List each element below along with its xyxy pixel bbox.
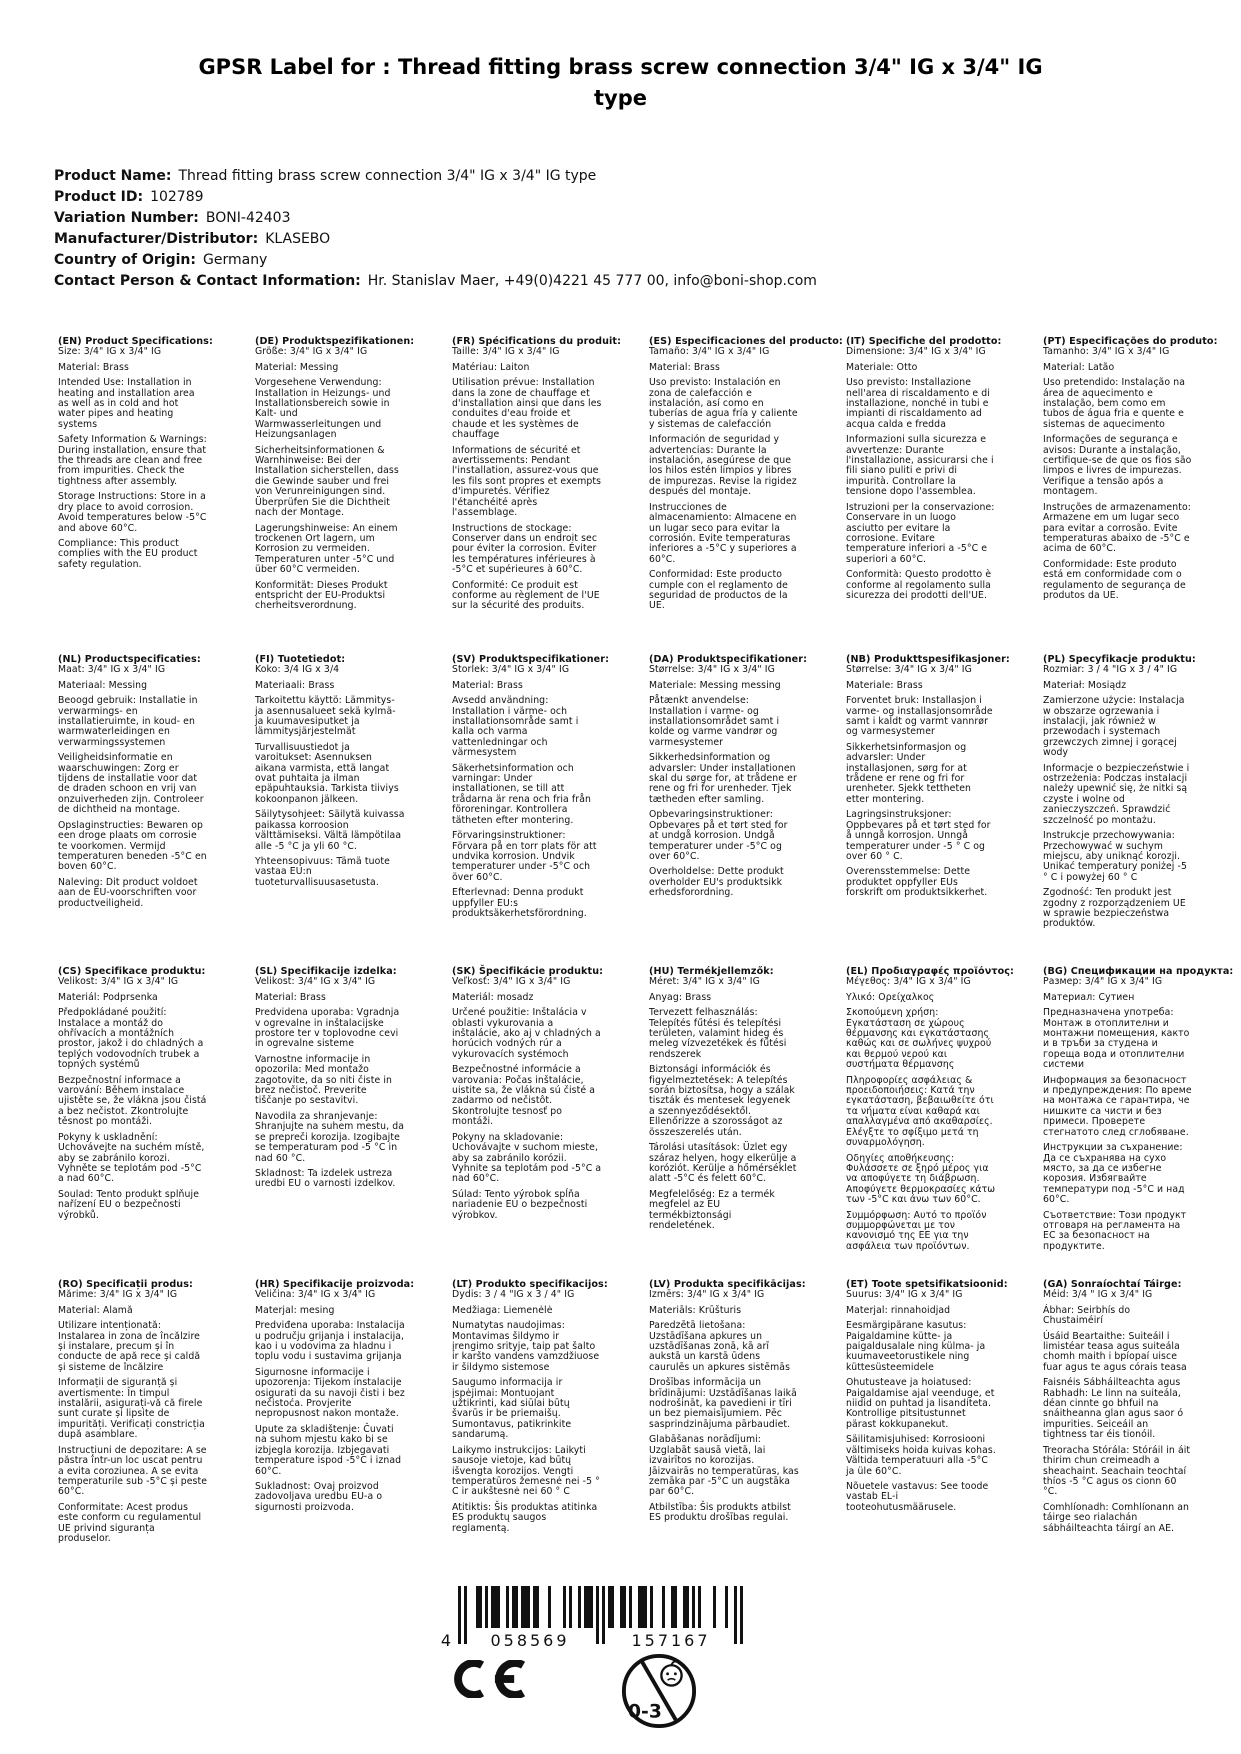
spec-paragraph: Anyag: Brass (649, 991, 712, 1003)
language-spec-header: (GA) Sonraíochtaí Táirge: (1043, 1279, 1182, 1290)
spec-paragraph: Safety Information & Warnings: During installation, ensure that the threads are clean and free from impurities. Check the tightness after assembly. (58, 434, 207, 487)
spec-paragraph: Instrucțiuni de depozitare: A se păstra într-un loc uscat pentru a evita coroziunea. A se evita temperaturile sub -5°C și peste 60°C. (58, 1444, 208, 1498)
language-spec-body (255, 347, 405, 611)
language-spec-header: (FI) Tuotetiedot: (255, 654, 346, 665)
spec-paragraph: Størrelse: 3/4" IG x 3/4" IG (846, 664, 972, 676)
age-warning-0-3-icon (620, 1652, 698, 1734)
spec-paragraph: Uso previsto: Instalación en zona de calefacción e instalación, así como en tuberías de agua fría y caliente y sistemas de calefacción (649, 377, 798, 430)
spec-paragraph: Material: Brass (452, 679, 523, 691)
spec-paragraph: Storage Instructions: Store in a dry place to avoid corrosion. Avoid temperatures below -5°C and above 60°C. (58, 491, 207, 534)
product-info-label: Contact Person & Contact Information: (54, 273, 361, 289)
language-spec-body (649, 665, 799, 898)
spec-paragraph: Úsáid Beartaithe: Suiteáil i limistéar teasa agus suiteála chomh maith i bpíopaí uisce fuar agus te agus córais teasa (1043, 1330, 1187, 1373)
language-spec-block (846, 1279, 1008, 1544)
language-spec-body (1043, 977, 1193, 1252)
spec-paragraph: Atitiktis: Šis produktas atitinka ES produktų saugos reglamentą. (452, 1501, 598, 1534)
spec-paragraph: Zgodność: Ten produkt jest zgodny z rozporządzeniem UE w sprawie bezpieczeństwa produktów. (1043, 887, 1186, 930)
spec-paragraph: Matériau: Laiton (452, 361, 530, 373)
language-spec-header: (BG) Спецификации на продукта: (1043, 966, 1234, 977)
spec-paragraph: Izmērs: 3/4" IG x 3/4" IG (649, 1289, 765, 1301)
spec-paragraph: Bezpečnostné informácie a varovania: Počas inštalácie, uistite sa, že vlákna sú čisté a zadarmo od nečistôt. Skontrolujte tesnosť po montáži. (452, 1064, 596, 1128)
spec-paragraph: Materiál: Podprsenka (58, 991, 158, 1003)
spec-paragraph: Tamaño: 3/4" IG x 3/4" IG (649, 346, 770, 358)
product-info-label: Manufacturer/Distributor: (54, 231, 259, 247)
language-spec-block (452, 1279, 608, 1544)
spec-paragraph: Material: Brass (255, 991, 326, 1003)
spec-paragraph: Suurus: 3/4" IG x 3/4" IG (846, 1289, 963, 1301)
spec-paragraph: Naleving: Dit product voldoet aan de EU-voorschriften voor productveiligheid. (58, 876, 198, 909)
spec-paragraph: Материал: Сутиен (1043, 991, 1135, 1003)
language-spec-header: (RO) Specificații produs: (58, 1279, 193, 1290)
spec-paragraph: Lagringsinstruksjoner: Oppbevares på et tørt sted for å unngå korrosjon. Unngå temperaturer under -5 ° C og over 60 ° C. (846, 809, 991, 862)
spec-paragraph: Storlek: 3/4" IG x 3/4" IG (452, 664, 570, 676)
spec-paragraph: Rozmiar: 3 / 4 "IG x 3 / 4" IG (1043, 664, 1178, 676)
barcode-digits-group2: 157167 (631, 1631, 711, 1650)
product-info (54, 166, 817, 292)
spec-paragraph: Größe: 3/4" IG x 3/4" IG (255, 346, 368, 358)
product-info-row (54, 208, 817, 229)
language-spec-block (1043, 654, 1196, 967)
language-spec-body (58, 347, 208, 570)
product-info-value: Hr. Stanislav Maer, +49(0)4221 45 777 00, info@boni-shop.com (367, 273, 817, 289)
language-spec-block (649, 967, 799, 1280)
product-info-label: Country of Origin: (54, 252, 196, 268)
spec-paragraph: Tárolási utasítások: Üzlet egy száraz helyen, hogy elkerülje a koróziót. Kerülje a hőmérséklet alatt -5°C és felett 60°C. (649, 1142, 797, 1185)
spec-paragraph: Veiligheidsinformatie en waarschuwingen: Zorg er tijdens de installatie voor dat de draden schoon en vrij van onzuiverheden zijn. Controleer de dichtheid na montage. (58, 752, 204, 816)
spec-paragraph: Conformitate: Acest produs este conform cu regulamentul UE privind siguranța produselor. (58, 1501, 202, 1544)
spec-paragraph: Påtænkt anvendelse: Installation i varme- og installationsområdet samt i kolde og varme vandrør og varmesystemer (649, 695, 780, 748)
spec-paragraph: Instruções de armazenamento: Armazene em um lugar seco para evitar a corrosão. Evite temperaturas abaixo de -5°C e acima de 60°C. (1043, 501, 1191, 555)
language-spec-header: (CS) Specifikace produktu: (58, 966, 206, 977)
spec-paragraph: Soulad: Tento produkt splňuje nařízení EU o bezpečnosti výrobků. (58, 1188, 200, 1221)
product-info-value: BONI-42403 (205, 210, 291, 226)
language-spec-block (452, 967, 602, 1280)
language-spec-block (58, 967, 208, 1280)
product-info-value: KLASEBO (265, 231, 331, 247)
spec-paragraph: Opbevaringsinstruktioner: Opbevares på et tørt sted for at undgå korrosion. Undgå temperaturer under -5°C og over 60°C. (649, 809, 788, 862)
spec-paragraph: Maat: 3/4" IG x 3/4" IG (58, 664, 166, 676)
language-spec-block (846, 654, 1010, 967)
language-spec-block (58, 1280, 208, 1544)
language-spec-body (452, 1290, 602, 1534)
spec-paragraph: Laikymo instrukcijos: Laikyti sausoje vietoje, kad būtų išvengta korozijos. Vengti temperatūros žemesnė nei -5 ° C ir aukštesnė nei 60 ° C (452, 1444, 600, 1498)
spec-paragraph: Material: Latão (1043, 361, 1115, 373)
spec-paragraph: Materiál: mosadz (452, 991, 534, 1003)
product-info-label: Product ID: (54, 189, 144, 205)
language-spec-header: (SV) Produktspecifikationer: (452, 654, 610, 665)
spec-paragraph: Lagerungshinweise: An einem trockenen Ort lagern, um Korrosion zu vermeiden. Temperaturen unter -5°C und über 60°C vermeiden. (255, 522, 398, 576)
spec-paragraph: Съответствие: Този продукт отговаря на регламента на ЕС за безопасност на продуктите. (1043, 1209, 1187, 1252)
ce-mark-icon (450, 1660, 532, 1702)
spec-paragraph: Size: 3/4" IG x 3/4" IG (58, 346, 162, 358)
language-spec-body (649, 347, 799, 611)
spec-paragraph: Méid: 3/4 " IG x 3/4" IG (1043, 1289, 1153, 1301)
spec-paragraph: Bezpečnostní informace a varování: Během instalace ujistěte se, že vlákna jsou čistá a bez nečistot. Zkontrolujte těsnost po montáži. (58, 1074, 207, 1128)
product-info-row (54, 250, 817, 271)
spec-paragraph: Informacje o bezpieczeństwie i ostrzeżenia: Podczas instalacji należy upewnić się, że nitki są czyste i wolne od zanieczyszczeń. Sprawdzić szczelność po montażu. (1043, 762, 1190, 826)
spec-paragraph: Säkerhetsinformation och varningar: Under installationen, se till att trådarna är rena och fria från föroreningar. Kontrollera tätheten efter montering. (452, 762, 591, 826)
language-spec-body (58, 1290, 208, 1544)
language-spec-block (452, 654, 610, 967)
barcode (438, 1586, 748, 1654)
spec-paragraph: Comhlíonadh: Comhlíonann an táirge seo rialachán sábháilteachta táirgí an AE. (1043, 1501, 1190, 1534)
spec-paragraph: Информация за безопасност и предупреждения: По време на монтажа се гарантира, че нишките са чисти и без примеси. Проверете стегнатото след сглобяване. (1043, 1074, 1192, 1138)
barcode-digit-left: 4 (440, 1631, 452, 1650)
language-spec-body (649, 977, 799, 1231)
language-spec-block (452, 336, 622, 655)
product-info-value: Germany (203, 252, 268, 268)
language-spec-block (255, 967, 405, 1280)
spec-paragraph: Utilizare intenționată: Instalarea in zona de încălzire și instalare, precum și în conducte de apă rece și caldă și sisteme de încălzire (58, 1320, 201, 1373)
language-spec-header: (IT) Specifiche del prodotto: (846, 336, 1002, 347)
spec-paragraph: Eesmärgipärane kasutus: Paigaldamine kütte- ja paigaldusalale ning külma- ja kuumaveetorustikele ning küttesüsteemidele (846, 1320, 986, 1373)
language-spec-block (58, 655, 208, 967)
spec-paragraph: Beoogd gebruik: Installatie in verwarmings- en installatieruimte, in koud- en warmwaterleidingen en verwarmingssystemen (58, 695, 198, 748)
product-info-row (54, 166, 817, 187)
language-spec-block (1043, 966, 1234, 1280)
spec-paragraph: Størrelse: 3/4" IG x 3/4" IG (649, 664, 775, 676)
spec-paragraph: Pokyny na skladovanie: Uchovávajte v suchom mieste, aby sa zabránilo korózii. Vyhnite sa teplotám pod -5°C a nad 60°C. (452, 1131, 602, 1185)
page-title: GPSR Label for : Thread fitting brass screw connection 3/4" IG x 3/4" IG type (198, 55, 1043, 110)
spec-paragraph: Velikost: 3/4" IG x 3/4" IG (58, 976, 179, 988)
language-spec-body (452, 665, 602, 919)
spec-paragraph: Varnostne informacije in opozorila: Med montažo zagotovite, da so niti čiste in brez nečistoč. Preverite tiščanje po sestavitvi. (255, 1053, 392, 1107)
spec-paragraph: Taille: 3/4" IG x 3/4" IG (452, 346, 560, 358)
spec-paragraph: Konformität: Dieses Produkt entspricht der EU-Produktsi cherheitsverordnung. (255, 579, 388, 612)
language-spec-header: (DE) Produktspezifikationen: (255, 336, 415, 347)
language-spec-body (846, 977, 996, 1252)
spec-paragraph: Dimensione: 3/4" IG x 3/4" IG (846, 346, 986, 358)
language-spec-block (1043, 336, 1218, 655)
spec-paragraph: Instructions de stockage: Conserver dans un endroit sec pour éviter la corrosion. Éviter les températures inférieures à -5°C et supérieures à 60°C. (452, 522, 598, 576)
barcode-svg (438, 1586, 748, 1650)
product-info-row (54, 187, 817, 208)
spec-paragraph: Sikkerhetsinformasjon og advarsler: Under installasjonen, sørg for at trådene er rene og fri for urenheter. Sjekk tettheten etter montering. (846, 741, 972, 805)
language-spec-header: (ET) Toote spetsifikatsioonid: (846, 1279, 1008, 1290)
spec-paragraph: Material: Brass (649, 361, 720, 373)
spec-paragraph: Megfelelőség: Ez a termék megfelel az EU termékbiztonsági rendeletének. (649, 1188, 775, 1231)
language-spec-body (452, 347, 602, 611)
language-spec-header: (PL) Specyfikacje produktu: (1043, 654, 1196, 665)
language-spec-body (1043, 347, 1193, 601)
language-spec-body (649, 1290, 799, 1523)
language-spec-header: (HU) Termékjellemzők: (649, 966, 774, 977)
spec-paragraph: Veľkosť: 3/4" IG x 3/4" IG (452, 976, 571, 988)
language-spec-header: (FR) Spécifications du produit: (452, 336, 622, 347)
spec-paragraph: Material: Alamă (58, 1304, 133, 1316)
language-spec-block (58, 336, 213, 655)
spec-paragraph: Medžiaga: Liemenėlė (452, 1304, 553, 1316)
spec-paragraph: Materiale: Messing messing (649, 679, 781, 691)
spec-paragraph: Materiale: Otto (846, 361, 918, 373)
spec-paragraph: Předpokládané použití: Instalace a montáž do ohřívacích a montážních prostor, jakož i do chladných a teplých vodovodních trubek a topných systémů (58, 1007, 204, 1071)
spec-paragraph: Predvidena uporaba: Vgradnja v ogrevalne in inštalacijske prostore ter v toplovodne cevi in ogrevalne sisteme (255, 1007, 400, 1050)
language-spec-block (255, 655, 405, 967)
spec-paragraph: Veličina: 3/4" IG x 3/4" IG (255, 1289, 376, 1301)
spec-paragraph: Υλικό: Ορείχαλκος (846, 991, 935, 1003)
language-grid (58, 336, 1234, 1544)
spec-paragraph: Biztonsági információk és figyelmeztetések: A telepítés során biztosítsa, hogy a szálak tiszták és mentesek legyenek a szennyeződésektől. Ellenőrizze a szorosságot az összeszerelés után. (649, 1064, 795, 1138)
product-info-label: Variation Number: (54, 210, 199, 226)
spec-paragraph: Určené použitie: Inštalácia v oblasti vykurovania a inštalácie, ako aj v chladných a horúcich vodných rúr a vykurovacích systémoch (452, 1007, 601, 1060)
spec-paragraph: Compliance: This product complies with the EU product safety regulation. (58, 537, 198, 570)
language-spec-header: (SK) Špecifikácie produktu: (452, 966, 604, 977)
language-spec-body (846, 1290, 996, 1513)
spec-paragraph: Размер: 3/4" IG x 3/4" IG (1043, 976, 1163, 988)
spec-paragraph: Velikost: 3/4" IG x 3/4" IG (255, 976, 376, 988)
language-spec-header: (EL) Προδιαγραφές προϊόντος: (846, 966, 1014, 977)
spec-paragraph: Avsedd användning: Installation i värme- och installationsområde samt i kalla och varma vattenledningar och värmesystem (452, 695, 579, 759)
language-spec-body (58, 665, 208, 909)
spec-paragraph: Συμμόρφωση: Αυτό το προϊόν συμμορφώνεται με τον κανονισμό της ΕΕ για την ασφάλεια των προϊόντων. (846, 1209, 987, 1252)
spec-paragraph: Conformidad: Este producto cumple con el reglamento de seguridad de productos de la UE. (649, 569, 788, 612)
spec-paragraph: Yhteensopivuus: Tämä tuote vastaa EU:n tuoteturvallisuusasetusta. (255, 855, 390, 888)
spec-paragraph: Предназначена употреба: Монтаж в отоплителни и монтажни помещения, както и в тръби за студена и гореща вода и отоплителни системи (1043, 1007, 1190, 1071)
spec-paragraph: Sikkerhedsinformation og advarsler: Under installationen skal du sørge for, at trådene er rene og fri for urenheder. Tjek tætheden efter samling. (649, 752, 797, 805)
spec-paragraph: Skladnost: Ta izdelek ustreza uredbi EU o varnosti izdelkov. (255, 1167, 396, 1190)
language-spec-block (846, 336, 1002, 655)
spec-paragraph: Material: Brass (58, 361, 129, 373)
spec-paragraph: Instrukcje przechowywania: Przechowywać w suchym miejscu, aby uniknąć korozji. Unikać temperatury poniżej -5 ° C i powyżej 60 ° C (1043, 830, 1188, 883)
spec-paragraph: Tarkoitettu käyttö: Lämmitys- ja asennusalueet sekä kylmä- ja kuumavesiputket ja lämmitysjärjestelmät (255, 695, 396, 738)
language-spec-block (255, 336, 415, 655)
spec-paragraph: Materiaal: Messing (58, 679, 148, 691)
spec-paragraph: Ohutusteave ja hoiatused: Paigaldamise ajal veenduge, et niidid on puhtad ja lisanditeta. Kontrollige pitsitustunnet pärast kokkupanekut. (846, 1377, 995, 1430)
spec-paragraph: Dydis: 3 / 4 "IG x 3 / 4" IG (452, 1289, 575, 1301)
spec-paragraph: Säilytysohjeet: Säilytä kuivassa paikassa korroosion välttämiseksi. Vältä lämpötilaa alle -5 °C ja yli 60 °C. (255, 809, 405, 852)
language-spec-header: (NB) Produkttspesifikasjoner: (846, 654, 1010, 665)
spec-paragraph: Glabāšanas norādījumi: Uzglabāt sausā vietā, lai izvairītos no korozijas. Jāizvairās no temperatūras, kas zemāka par -5°C un augstāka par 60°C. (649, 1434, 799, 1498)
language-spec-block (846, 966, 1014, 1280)
spec-paragraph: Turvallisuustiedot ja varoitukset: Asennuksen aikana varmista, että langat ovat puhtaita ja ilman epäpuhtauksia. Tarkista tiiviys kokoonpanon jälkeen. (255, 741, 399, 805)
barcode-digits-group1: 058569 (490, 1631, 570, 1650)
spec-paragraph: Istruzioni per la conservazione: Conservare in un luogo asciutto per evitare la corrosione. Evitare temperature inferiori a -5°C e superiori a 60°C. (846, 501, 995, 565)
language-spec-body (58, 977, 208, 1221)
language-spec-header: (SL) Specifikacije izdelka: (255, 966, 397, 977)
language-spec-block (255, 1279, 415, 1544)
spec-paragraph: Οδηγίες αποθήκευσης: Φυλάσσετε σε ξηρό μέρος για να αποφύγετε τη διάβρωση. Αποφύγετε θερμοκρασίες κάτω των -5°C και άνω των 60°C. (846, 1152, 996, 1206)
spec-paragraph: Numatytas naudojimas: Montavimas šildymo ir įrengimo srityje, taip pat šalto ir karšto vandens vamzdžiuose ir šildymo sistemose (452, 1320, 600, 1373)
spec-paragraph: Vorgesehene Verwendung: Installation in Heizungs- und Installationsbereich sowie in Kalt- und Warmwasserleitungen und Heizungsanlagen (255, 377, 391, 441)
spec-paragraph: Säilitamisjuhised: Korrosiooni vältimiseks hoida kuivas kohas. Vältida temperatuuri alla -5°C ja üle 60°C. (846, 1434, 996, 1477)
spec-paragraph: Materiał: Mosiądz (1043, 679, 1127, 691)
spec-paragraph: Opslaginstructies: Bewaren op een droge plaats om corrosie te voorkomen. Vermijd temperaturen beneden -5°C en boven 60°C. (58, 819, 207, 873)
spec-paragraph: Materiale: Brass (846, 679, 923, 691)
language-spec-block (1043, 1280, 1193, 1544)
language-spec-body (255, 977, 405, 1189)
spec-paragraph: Materjal: rinnahoidjad (846, 1304, 951, 1316)
spec-paragraph: Koko: 3/4 IG x 3/4 (255, 664, 340, 676)
product-info-label: Product Name: (54, 168, 172, 184)
language-spec-header: (ES) Especificaciones del producto: (649, 336, 843, 347)
spec-paragraph: Paredzētā lietošana: Uzstādīšana apkures un uzstādīšanas zonā, kā arī aukstā un karstā ūdens caurulēs un apkures sistēmās (649, 1320, 791, 1373)
spec-paragraph: Predviđena uporaba: Instalacija u području grijanja i instalacija, kao i u vodovima za hladnu i toplu vodu i sustavima grijanja (255, 1320, 405, 1363)
spec-paragraph: Overensstemmelse: Dette produktet oppfyller EUs forskrift om produktsikkerhet. (846, 866, 988, 899)
language-spec-body (846, 665, 996, 898)
spec-paragraph: Conformidade: Este produto está em conformidade com o regulamento de segurança de produtos da UE. (1043, 558, 1186, 601)
language-spec-body (846, 347, 996, 601)
language-spec-body (1043, 665, 1193, 929)
language-spec-body (1043, 1290, 1193, 1534)
spec-paragraph: Atbilstība: Šis produkts atbilst ES produktu drošības regulai. (649, 1501, 791, 1524)
spec-paragraph: Material: Messing (255, 361, 339, 373)
spec-paragraph: Overholdelse: Dette produkt overholder EU's produktsikk erhedsforordning. (649, 866, 784, 899)
spec-paragraph: Förvaringsinstruktioner: Förvara på en torr plats för att undvika korrosion. Undvik temperaturer under -5°C och över 60°C. (452, 830, 597, 883)
language-spec-body (452, 977, 602, 1221)
spec-paragraph: Informations de sécurité et avertissements: Pendant l'installation, assurez-vous que les fils sont propres et exempts d'impuretés. Vérifiez l'étanchéité après l'assemblage. (452, 444, 602, 519)
language-spec-header: (LV) Produkta specifikācijas: (649, 1279, 806, 1290)
spec-paragraph: Μέγεθος: 3/4" IG x 3/4" IG (846, 976, 971, 988)
spec-paragraph: Navodila za shranjevanje: Shranjujte na suhem mestu, da se prepreči korozija. Izogibajte se temperaturam pod -5 °C in nad 60 °C. (255, 1110, 405, 1164)
spec-paragraph: Efterlevnad: Denna produkt uppfyller EU:s produktsäkerhetsförordning. (452, 887, 587, 919)
spec-paragraph: Uso previsto: Installazione nell'area di riscaldamento e di installazione, nonché in tubi e impianti di riscaldamento ad acqua calda e fredda (846, 377, 990, 430)
spec-paragraph: Saugumo informacija ir įspėjimai: Montuojant užtikrinti, kad siūlai būtų švarūs ir be priemaišų. Sumontavus, patikrinkite sandarumą. (452, 1377, 572, 1441)
spec-paragraph: Materiaali: Brass (255, 679, 335, 691)
spec-paragraph: Mărime: 3/4" IG x 3/4" IG (58, 1289, 178, 1301)
product-info-row (54, 229, 817, 250)
spec-paragraph: Faisnéis Sábháilteachta agus Rabhadh: Le linn na suiteála, déan cinnte go bhfuil na snáitheanna glan agus saor ó impurities. Seiceáil an tightness tar éis tionóil. (1043, 1377, 1184, 1441)
spec-paragraph: Sukladnost: Ovaj proizvod zadovoljava uredbu EU-a o sigurnosti proizvoda. (255, 1480, 383, 1513)
product-info-row (54, 271, 817, 292)
spec-paragraph: Informazioni sulla sicurezza e avvertenze: Durante l'installazione, assicurarsi che i fili siano puliti e privi di impurità. Controllare la tensione dopo l'assemblea. (846, 434, 994, 498)
spec-paragraph: Informações de segurança e avisos: Durante a instalação, certifique-se de que os fios são limpos e livres de impurezas. Verifique a tensão após a montagem. (1043, 434, 1192, 498)
language-spec-header: (HR) Specifikacije proizvoda: (255, 1279, 415, 1290)
spec-paragraph: Nõuetele vastavus: See toode vastab EL-i tooteohutusmäärusele. (846, 1480, 989, 1513)
spec-paragraph: Uso pretendido: Instalação na área de aquecimento e instalação, bem como em tubos de água fria e quente e sistemas de aquecimento (1043, 377, 1185, 430)
language-spec-block (649, 1279, 806, 1544)
spec-paragraph: Materiāls: Krūšturis (649, 1304, 742, 1316)
spec-paragraph: Tamanho: 3/4" IG x 3/4" IG (1043, 346, 1170, 358)
spec-paragraph: Инструкции за съхранение: Да се съхранява на сухо място, за да се избегне корозия. Избягвайте температури под -5°C и над 60°C. (1043, 1142, 1185, 1206)
spec-paragraph: Méret: 3/4" IG x 3/4" IG (649, 976, 760, 988)
language-spec-block (649, 654, 808, 967)
spec-paragraph: Instrucciones de almacenamiento: Almacene en un lugar seco para evitar la corrosión. Evite temperaturas inferiores a -5°C y superiores a 60°C. (649, 501, 797, 565)
spec-paragraph: Súlad: Tento výrobok spĺňa nariadenie EÚ o bezpečnosti výrobkov. (452, 1188, 588, 1221)
product-info-value: Thread fitting brass screw connection 3/4" IG x 3/4" IG type (178, 168, 597, 184)
language-spec-header: (NL) Productspecificaties: (58, 654, 201, 665)
language-spec-header: (PT) Especificações do produto: (1043, 336, 1218, 347)
language-spec-body (255, 1290, 405, 1513)
spec-paragraph: Intended Use: Installation in heating and installation area as well as in cold and hot water pipes and heating systems (58, 377, 195, 430)
language-spec-block (649, 336, 843, 655)
spec-paragraph: Upute za skladištenje: Čuvati na suhom mjestu kako bi se izbjegla korozija. Izbjegavati temperature ispod -5°C i iznad 60°C. (255, 1423, 402, 1477)
language-spec-header: (DA) Produktspecifikationer: (649, 654, 808, 665)
language-spec-header: (LT) Produkto specifikacijos: (452, 1279, 608, 1290)
spec-paragraph: Materjal: mesing (255, 1304, 335, 1316)
spec-paragraph: Informații de siguranță și avertismente: În timpul instalării, asigurați-vă că firele sunt curate și lipsite de impurități. Verificați constricția după asamblare. (58, 1377, 205, 1441)
product-info-value: 102789 (150, 189, 204, 205)
spec-paragraph: Σκοπούμενη χρήση: Εγκατάσταση σε χώρους θέρμανσης και εγκατάστασης καθώς και σε σωλήνες ψυχρού και θερμού νερού και συστήματα θέρμανσης (846, 1007, 992, 1071)
spec-paragraph: Ábhar: Seirbhís do Chustaiméirí (1043, 1304, 1131, 1327)
spec-paragraph: Conformità: Questo prodotto è conforme al regolamento sulla sicurezza dei prodotti dell'UE. (846, 569, 992, 601)
age-warning-text: 0-3 (628, 1701, 662, 1723)
spec-paragraph: Pokyny k uskladnění: Uchovávejte na suchém místě, aby se zabránilo korozi. Vyhněte se teplotám pod -5°C a nad 60°C. (58, 1131, 205, 1185)
baby-face-icon (661, 1661, 681, 1685)
spec-paragraph: Treoracha Stórála: Stóráil in áit thirim chun creimeadh a sheachaint. Seachain teochtaí thíos -5 °C agus os cionn 60 °C. (1043, 1444, 1191, 1498)
spec-paragraph: Conformité: Ce produit est conforme au règlement de l'UE sur la sécurité des produits. (452, 579, 600, 612)
spec-paragraph: Forventet bruk: Installasjon i varme- og installasjonsområde samt i kaldt og varmt vannrør og varmesystemer (846, 695, 993, 738)
spec-paragraph: Drošības informācija un brīdinājumi: Uzstādīšanas laikā nodrošināt, ka pavedieni ir tīri un bez piemaisījumiem. Pēc sasprindzinājuma pārbaudiet. (649, 1377, 797, 1430)
language-spec-body (255, 665, 405, 888)
spec-paragraph: Utilisation prévue: Installation dans la zone de chauffage et d'installation ainsi que dans les conduites d'eau froide et chaude et les systèmes de chauffage (452, 377, 602, 441)
language-spec-header: (EN) Product Specifications: (58, 336, 213, 347)
spec-paragraph: Sigurnosne informacije i upozorenja: Tijekom instalacije osigurati da su navoji čisti i bez nečistoća. Provjerite nepropusnost nakon montaže. (255, 1366, 405, 1420)
spec-paragraph: Información de seguridad y advertencias: Durante la instalación, asegúrese de que los hilos estén limpios y libres de impurezas. Revise la rigidez después del montaje. (649, 434, 797, 498)
spec-paragraph: Tervezett felhasználás: Telepítés fűtési és telepítési területen, valamint hideg és meleg vízvezetékek és fűtési rendszerek (649, 1007, 787, 1060)
spec-paragraph: Πληροφορίες ασφάλειας & προειδοποιήσεις: Κατά την εγκατάσταση, βεβαιωθείτε ότι τα νήματα είναι καθαρά και απαλλαγμένα από ακαθαρσίες. Ελέγξτε το σφίξιμο μετά τη συναρμολόγηση. (846, 1074, 994, 1149)
spec-paragraph: Sicherheitsinformationen & Warnhinweise: Bei der Installation sicherstellen, dass die Gewinde sauber und frei von Verunreinigungen sind. Überprüfen Sie die Dichtheit nach der Montage. (255, 444, 399, 519)
spec-paragraph: Zamierzone użycie: Instalacja w obszarze ogrzewania i instalacji, jak również w przewodach i systemach grzewczych zimnej i gorącej wody (1043, 695, 1185, 759)
